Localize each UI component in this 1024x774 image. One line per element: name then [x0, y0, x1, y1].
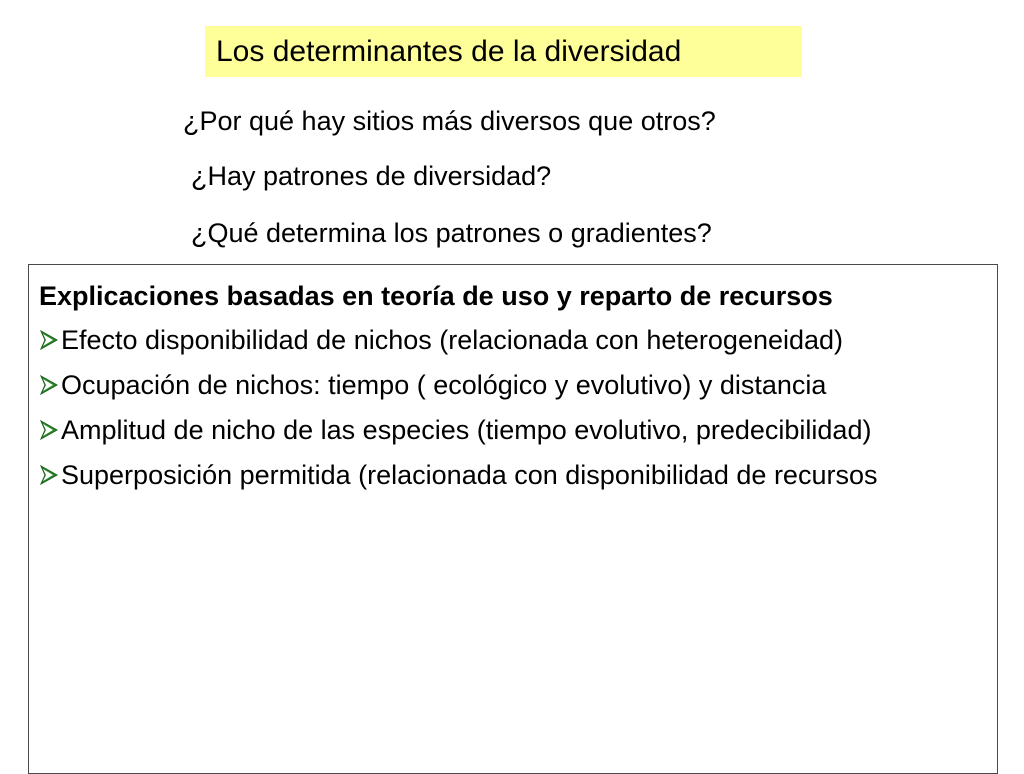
arrow-bullet-icon: [39, 374, 59, 396]
arrow-bullet-icon: [39, 464, 59, 486]
question-2: ¿Hay patrones de diversidad?: [191, 161, 552, 191]
bullet-text: Amplitud de nicho de las especies (tiempo evolutivo, predecibilidad): [61, 415, 872, 445]
bullet-item: [39, 322, 969, 358]
question-1: ¿Por qué hay sitios más diversos que otros?: [183, 106, 716, 136]
arrow-bullet-icon: [39, 329, 59, 351]
arrow-bullet-icon: [39, 419, 59, 441]
slide-title: Los determinantes de la diversidad: [216, 34, 682, 68]
bullet-text: Efecto disponibilidad de nichos (relacionada con heterogeneidad): [61, 325, 844, 355]
bullet-item: [39, 457, 969, 493]
bullet-text: Superposición permitida (relacionada con disponibilidad de recursos: [61, 460, 878, 490]
question-3: ¿Qué determina los patrones o gradientes?: [191, 218, 712, 248]
slide-title-box: [205, 26, 802, 77]
bullet-item: [39, 412, 969, 448]
explanations-box: [28, 264, 998, 774]
bullet-item: [39, 367, 969, 403]
box-heading: Explicaciones basadas en teoría de uso y reparto de recursos: [39, 281, 833, 311]
bullet-text: Ocupación de nichos: tiempo ( ecológico y evolutivo) y distancia: [61, 370, 827, 400]
